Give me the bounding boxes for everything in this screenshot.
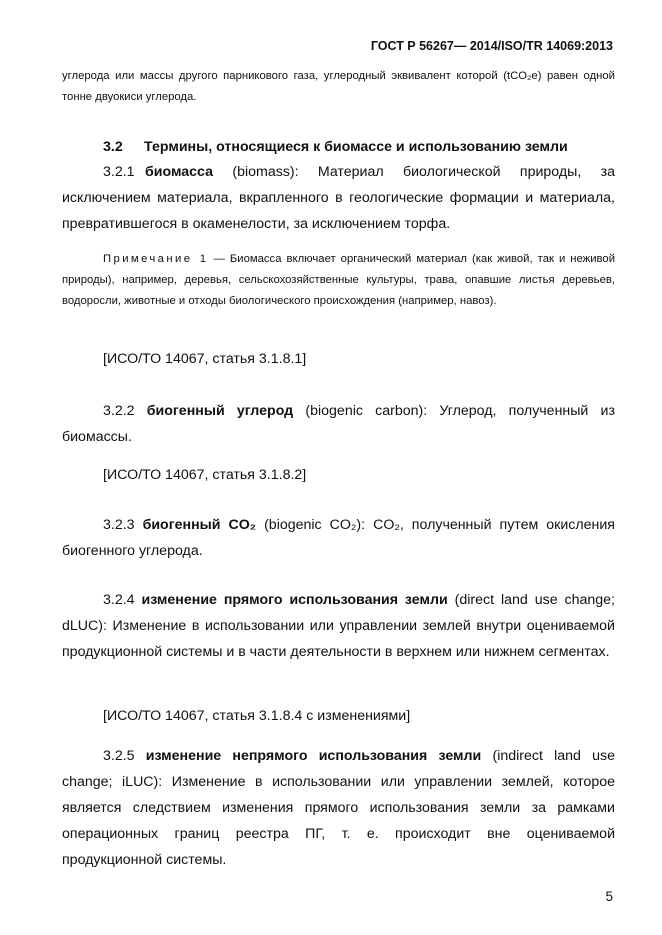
reference-3-1-8-1: [ИСО/ТО 14067, статья 3.1.8.1] — [103, 351, 307, 367]
section-title: Термины, относящиеся к биомассе и использованию земли — [144, 139, 568, 155]
term-3-2-4 — [62, 587, 615, 665]
intro-paragraph: углерода или массы другого парникового газа, углеродный эквивалент которой (tCO₂e) равен одной тонне двуокиси углерода. — [62, 70, 615, 103]
term-3-2-1 — [62, 159, 615, 237]
term-definition: (biogenic CO₂): CO₂, полученный путем окисления биогенного углерода. — [62, 517, 615, 559]
term-definition: (biomass): Материал биологической природы, за исключением материала, вкрапленного в геологические формации и материала, превратившегося в окаменелости, за исключением торфа. — [62, 164, 615, 232]
term-name: изменение непрямого использования земли — [145, 748, 482, 764]
term-number: 3.2.3 — [103, 517, 135, 533]
section-number: 3.2 — [103, 139, 123, 155]
term-3-2-2 — [62, 398, 615, 450]
term-definition: (biogenic carbon): Углерод, полученный из биомассы. — [62, 403, 615, 445]
note-label: Примечание 1 — [103, 253, 209, 265]
term-3-2-5 — [62, 743, 615, 873]
term-number: 3.2.5 — [103, 748, 135, 764]
term-number: 3.2.1 — [103, 164, 135, 180]
term-number: 3.2.2 — [103, 403, 135, 419]
reference-3-1-8-2: [ИСО/ТО 14067, статья 3.1.8.2] — [103, 467, 307, 483]
term-name: биогенный углерод — [146, 403, 294, 419]
document-header: ГОСТ Р 56267— 2014/ISO/TR 14069:2013 — [370, 39, 613, 53]
term-definition: (indirect land use change; iLUC): Изменение в использовании или управлении землей, которое является следствием изменения прямого использования земли за рамками операционных границ реестра ПГ, т. е. происходит вне оцениваемой продукционной системы. — [62, 748, 615, 868]
section-heading — [62, 134, 615, 160]
term-number: 3.2.4 — [103, 592, 135, 608]
term-name: биомасса — [145, 164, 214, 180]
term-definition: (direct land use change; dLUC): Изменение в использовании или управлении землей внутри оцениваемой продукционной системы и в части деятельности в верхнем или нижнем сегментах. — [62, 592, 615, 660]
page-number: 5 — [605, 889, 613, 904]
note-text: — Биомасса включает органический материал (как живой, так и неживой природы), например, деревья, сельскохозяйственные культуры, трава, опавшие листья деревьев, водоросли, животные и отходы биологического происхождения (например, навоз). — [62, 253, 616, 307]
term-name: изменение прямого использования земли — [141, 592, 448, 608]
term-name: биогенный CO₂ — [142, 517, 257, 533]
reference-3-1-8-4: [ИСО/ТО 14067, статья 3.1.8.4 с изменениями] — [103, 708, 411, 724]
term-3-2-3 — [62, 512, 615, 564]
note-1 — [62, 249, 615, 312]
